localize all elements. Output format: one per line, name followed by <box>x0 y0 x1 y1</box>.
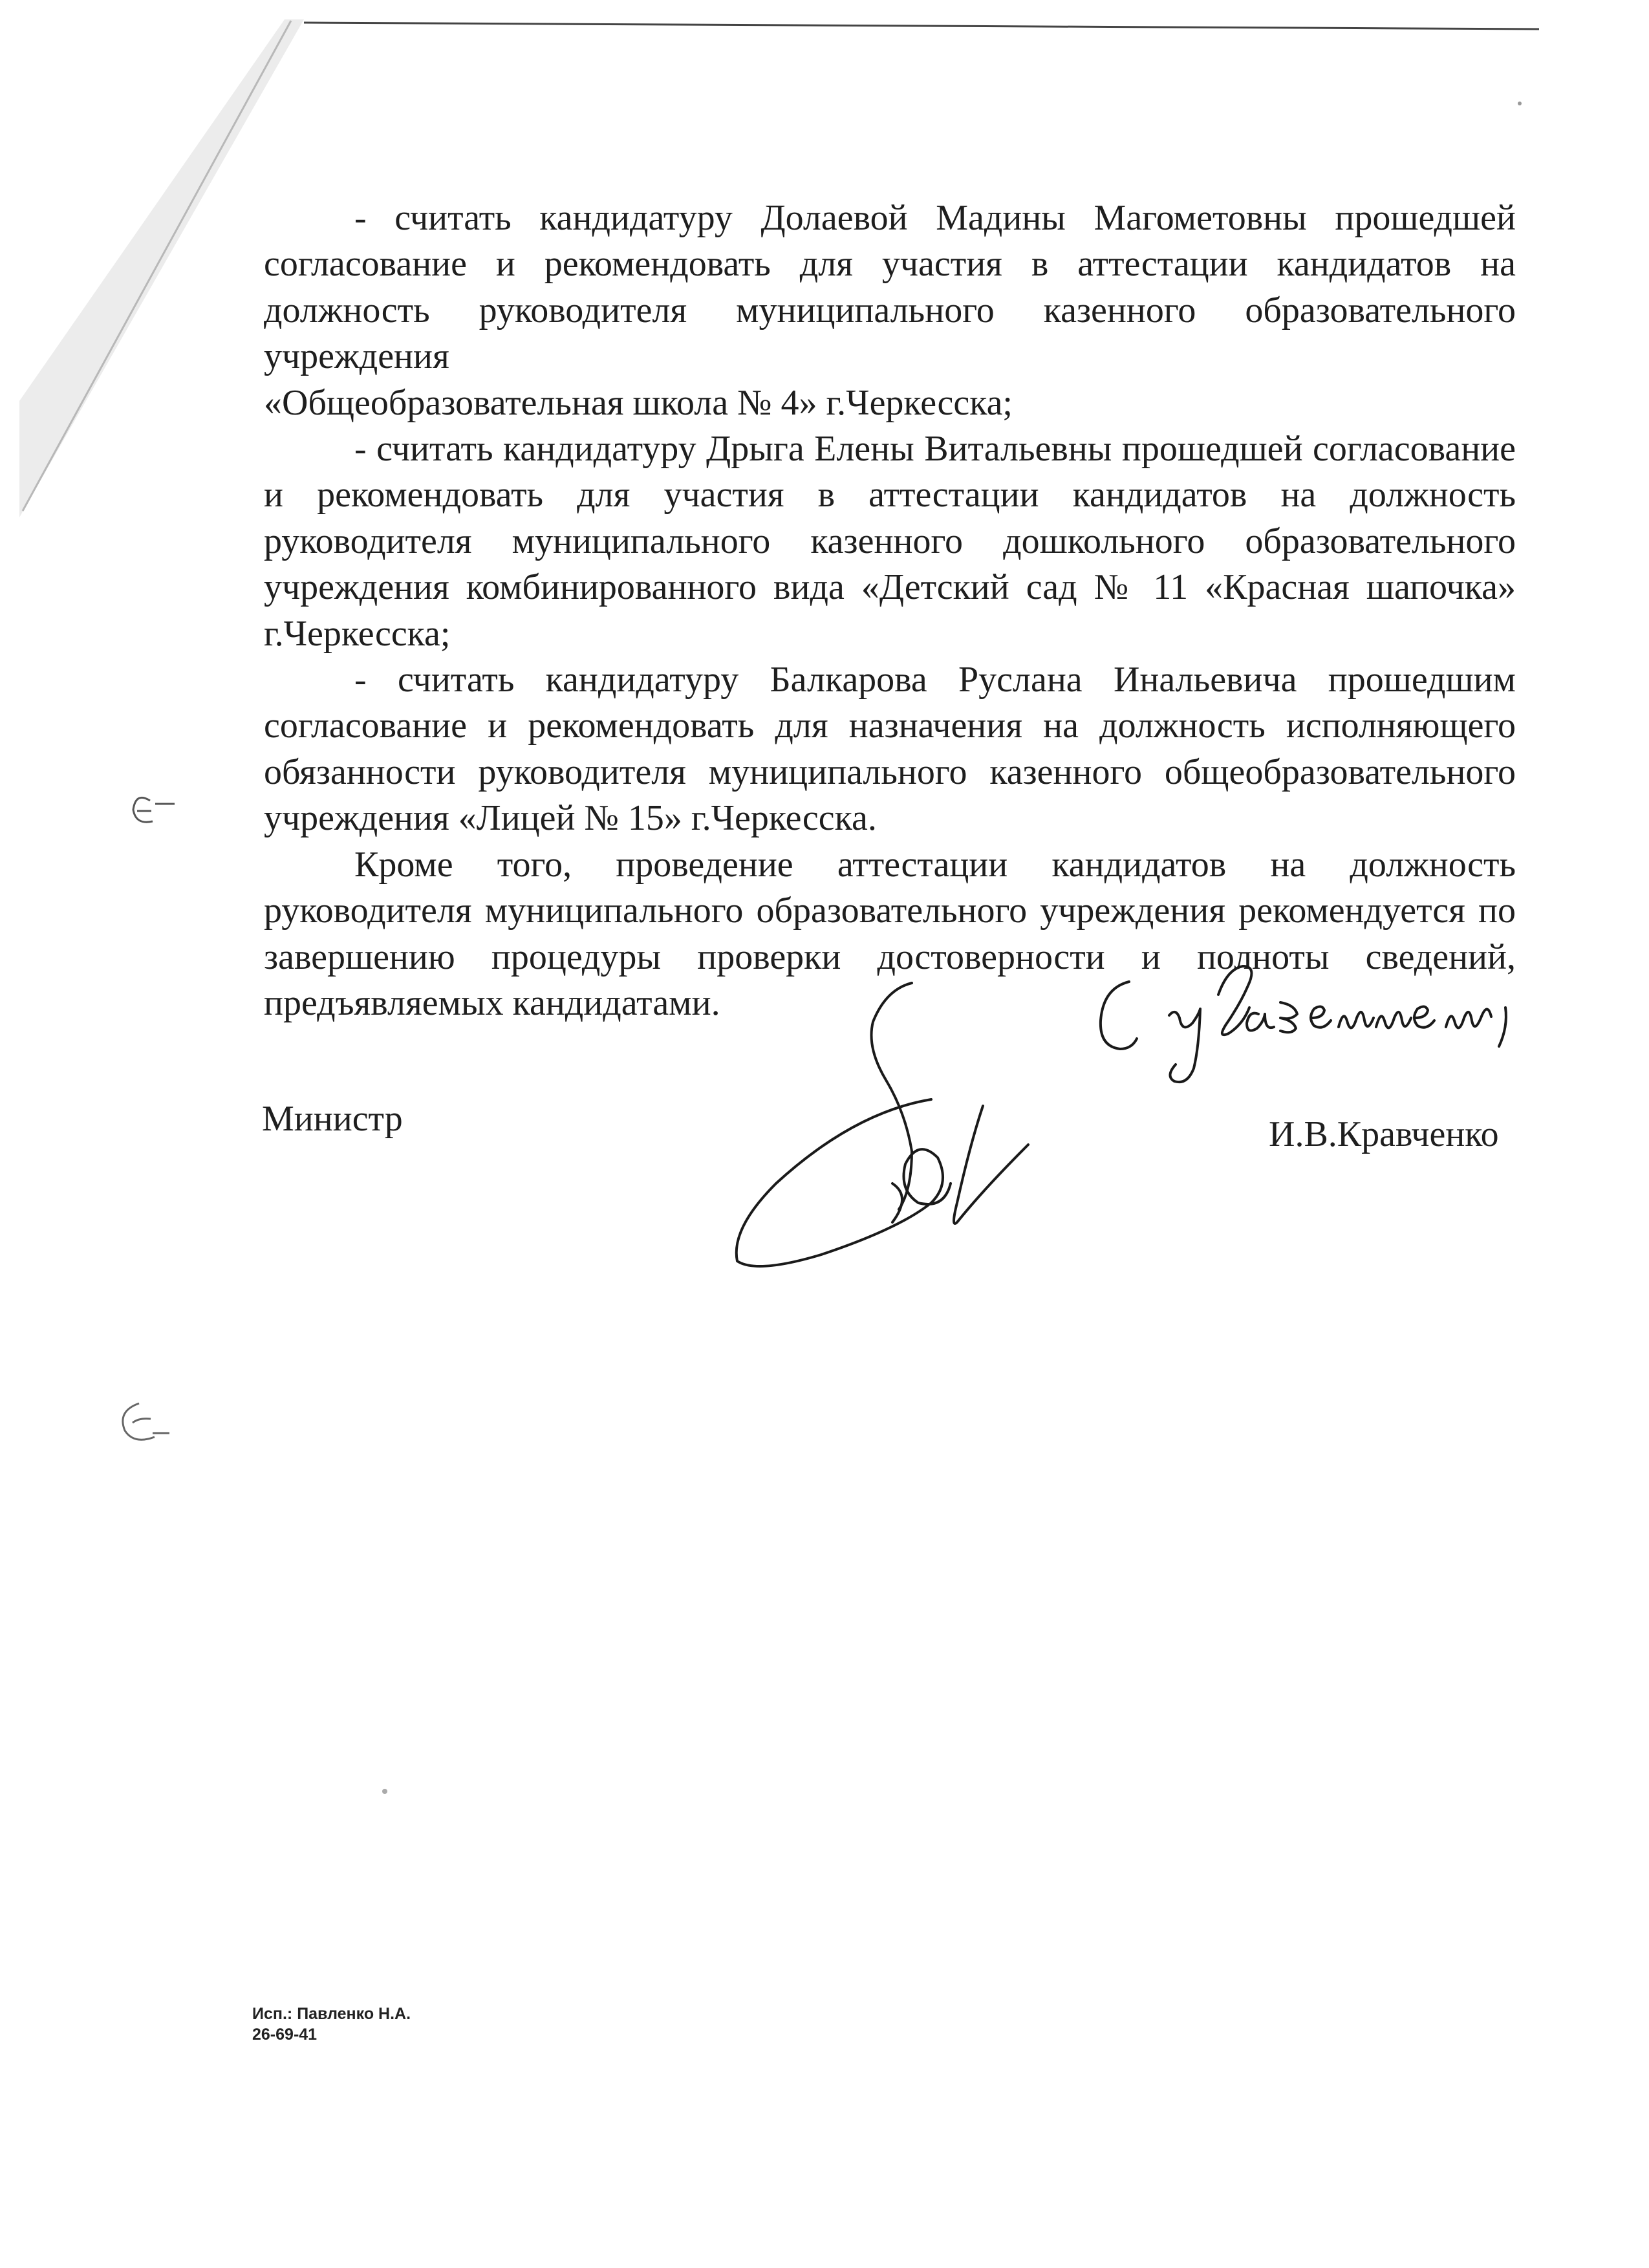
scan-fold-line <box>23 21 291 511</box>
margin-mark-2 <box>123 1403 169 1440</box>
scan-fold-shadow <box>19 19 304 517</box>
scan-top-edge <box>304 23 1539 29</box>
executor-phone: 26-69-41 <box>252 2025 318 2044</box>
signer-name: И.В.Кравченко <box>1269 1114 1499 1154</box>
paragraph-text: Кроме того, проведение аттестации кандидатов на должность руководителя муниципального образовательного учреждения рекомендуется по завершению процедуры проверки достоверности и полноты сведений, предъявляемых кандидатами. <box>264 844 1516 1023</box>
executor-block <box>252 2003 411 2045</box>
paragraph-text: - считать кандидатуру Дрыга Елены Витальевны прошедшей согласование и рекомендовать для участия в аттестации кандидатов на должность руководителя муниципального казенного дошкольного образовательного учреждения комбинированного вида «Детский сад № 11 «Красная шапочка» г.Черкесска; <box>264 429 1516 654</box>
executor-label: Исп.: Павленко Н.А. <box>252 2005 411 2023</box>
handwritten-closing <box>1092 956 1570 1092</box>
scan-speck <box>1518 102 1522 105</box>
paragraph-candidate-dolaeva <box>264 195 1516 426</box>
paragraph-candidate-balkarov <box>264 657 1516 842</box>
paragraph-candidate-dryga <box>264 426 1516 657</box>
scan-speck <box>382 1789 387 1794</box>
paragraph-text: - считать кандидатуру Долаевой Мадины Магометовны прошедшей согласование и рекомендовать для участия в аттестации кандидатов на должность руководителя муниципального казенного образовательного учреждения <box>264 198 1516 377</box>
signature <box>679 970 1041 1306</box>
paragraph-continuation: «Общеобразовательная школа № 4» г.Черкесска; <box>264 382 1013 423</box>
signer-position: Министр <box>262 1099 403 1139</box>
letter-body <box>264 195 1516 1026</box>
margin-mark-1 <box>133 797 175 822</box>
paragraph-text: - считать кандидатуру Балкарова Руслана Инальевича прошедшим согласование и рекомендовать для назначения на должность исполняющего обязанности руководителя муниципального казенного общеобразовательного учреждения «Лицей № 15» г.Черкесска. <box>264 660 1516 839</box>
